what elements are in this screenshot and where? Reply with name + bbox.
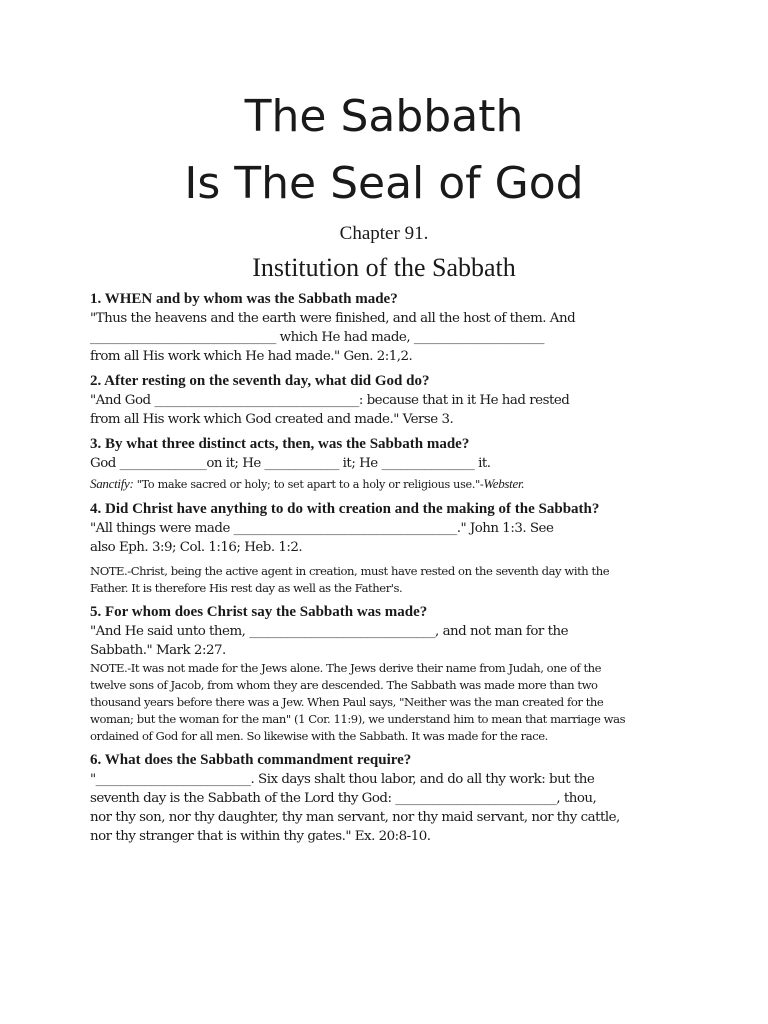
question-3-line-1: God ______________on it; He ____________ it; He _______________ it. xyxy=(90,456,491,471)
question-1-heading: 1. WHEN and by whom was the Sabbath made? xyxy=(90,291,398,307)
question-4-note-line-2: Father. It is therefore His rest day as well as the Father's. xyxy=(90,581,403,595)
question-2 xyxy=(90,372,675,429)
question-5-note-line-4: woman; but the woman for the man" (1 Cor. 11:9), we understand him to mean that marriage was xyxy=(90,712,626,726)
question-5-note-line-2: twelve sons of Jacob, from whom they are descended. The Sabbath was made more than two xyxy=(90,678,598,692)
question-5-line-2: Sabbath." Mark 2:27. xyxy=(90,643,226,658)
question-1-line-2: ______________________________ which He had made, _____________________ xyxy=(90,330,544,345)
chapter-label: Chapter 91. xyxy=(339,223,429,244)
question-6-line-4: nor thy stranger that is within thy gates." Ex. 20:8-10. xyxy=(90,829,431,844)
section-subtitle: Institution of the Sabbath xyxy=(252,253,516,282)
question-2-line-2: from all His work which God created and made." Verse 3. xyxy=(90,412,454,427)
question-1-line-3: from all His work which He had made." Gen. 2:1,2. xyxy=(90,349,413,364)
question-4 xyxy=(90,500,675,597)
question-1 xyxy=(90,290,675,366)
sanctify-definition xyxy=(90,475,675,494)
question-5-note-line-5: ordained of God for all men. So likewise with the Sabbath. It was made for the race. xyxy=(90,729,548,743)
question-5-note-line-1: NOTE.-It was not made for the Jews alone. The Jews derive their name from Judah, one of the xyxy=(90,661,602,675)
question-6-line-2: seventh day is the Sabbath of the Lord thy God: __________________________, thou, xyxy=(90,791,597,806)
question-6-heading: 6. What does the Sabbath commandment require? xyxy=(90,752,412,768)
definition-term: Sanctify: xyxy=(90,476,134,491)
question-6 xyxy=(90,751,675,846)
question-6-line-3: nor thy son, nor thy daughter, thy man servant, nor thy maid servant, nor thy cattle, xyxy=(90,810,620,825)
question-4-heading: 4. Did Christ have anything to do with creation and the making of the Sabbath? xyxy=(90,501,600,517)
question-5-line-1: "And He said unto them, ______________________________, and not man for the xyxy=(90,624,568,639)
question-5 xyxy=(90,603,675,745)
question-2-heading: 2. After resting on the seventh day, what did God do? xyxy=(90,373,430,389)
title-line-1: The Sabbath xyxy=(244,91,524,142)
question-5-heading: 5. For whom does Christ say the Sabbath was made? xyxy=(90,604,428,620)
question-5-note-line-3: thousand years before there was a Jew. When Paul says, "Neither was the man created for the xyxy=(90,695,604,709)
question-4-line-2: also Eph. 3:9; Col. 1:16; Heb. 1:2. xyxy=(90,540,303,555)
question-2-line-1: "And God _________________________________: because that in it He had rested xyxy=(90,393,570,408)
lesson-content xyxy=(90,290,675,846)
question-4-note-line-1: NOTE.-Christ, being the active agent in creation, must have rested on the seventh day with the xyxy=(90,564,610,578)
question-1-line-1: "Thus the heavens and the earth were finished, and all the host of them. And xyxy=(90,311,576,326)
question-3 xyxy=(90,435,675,494)
question-3-heading: 3. By what three distinct acts, then, was the Sabbath made? xyxy=(90,436,470,452)
definition-source: Webster. xyxy=(483,476,525,491)
title-line-2: Is The Seal of God xyxy=(184,158,584,209)
question-6-line-1: "_________________________. Six days shalt thou labor, and do all thy work: but the xyxy=(90,772,595,787)
definition-text: "To make sacred or holy; to set apart to a holy or religious use."- xyxy=(136,478,484,491)
question-4-line-1: "All things were made ____________________________________." John 1:3. See xyxy=(90,521,554,536)
